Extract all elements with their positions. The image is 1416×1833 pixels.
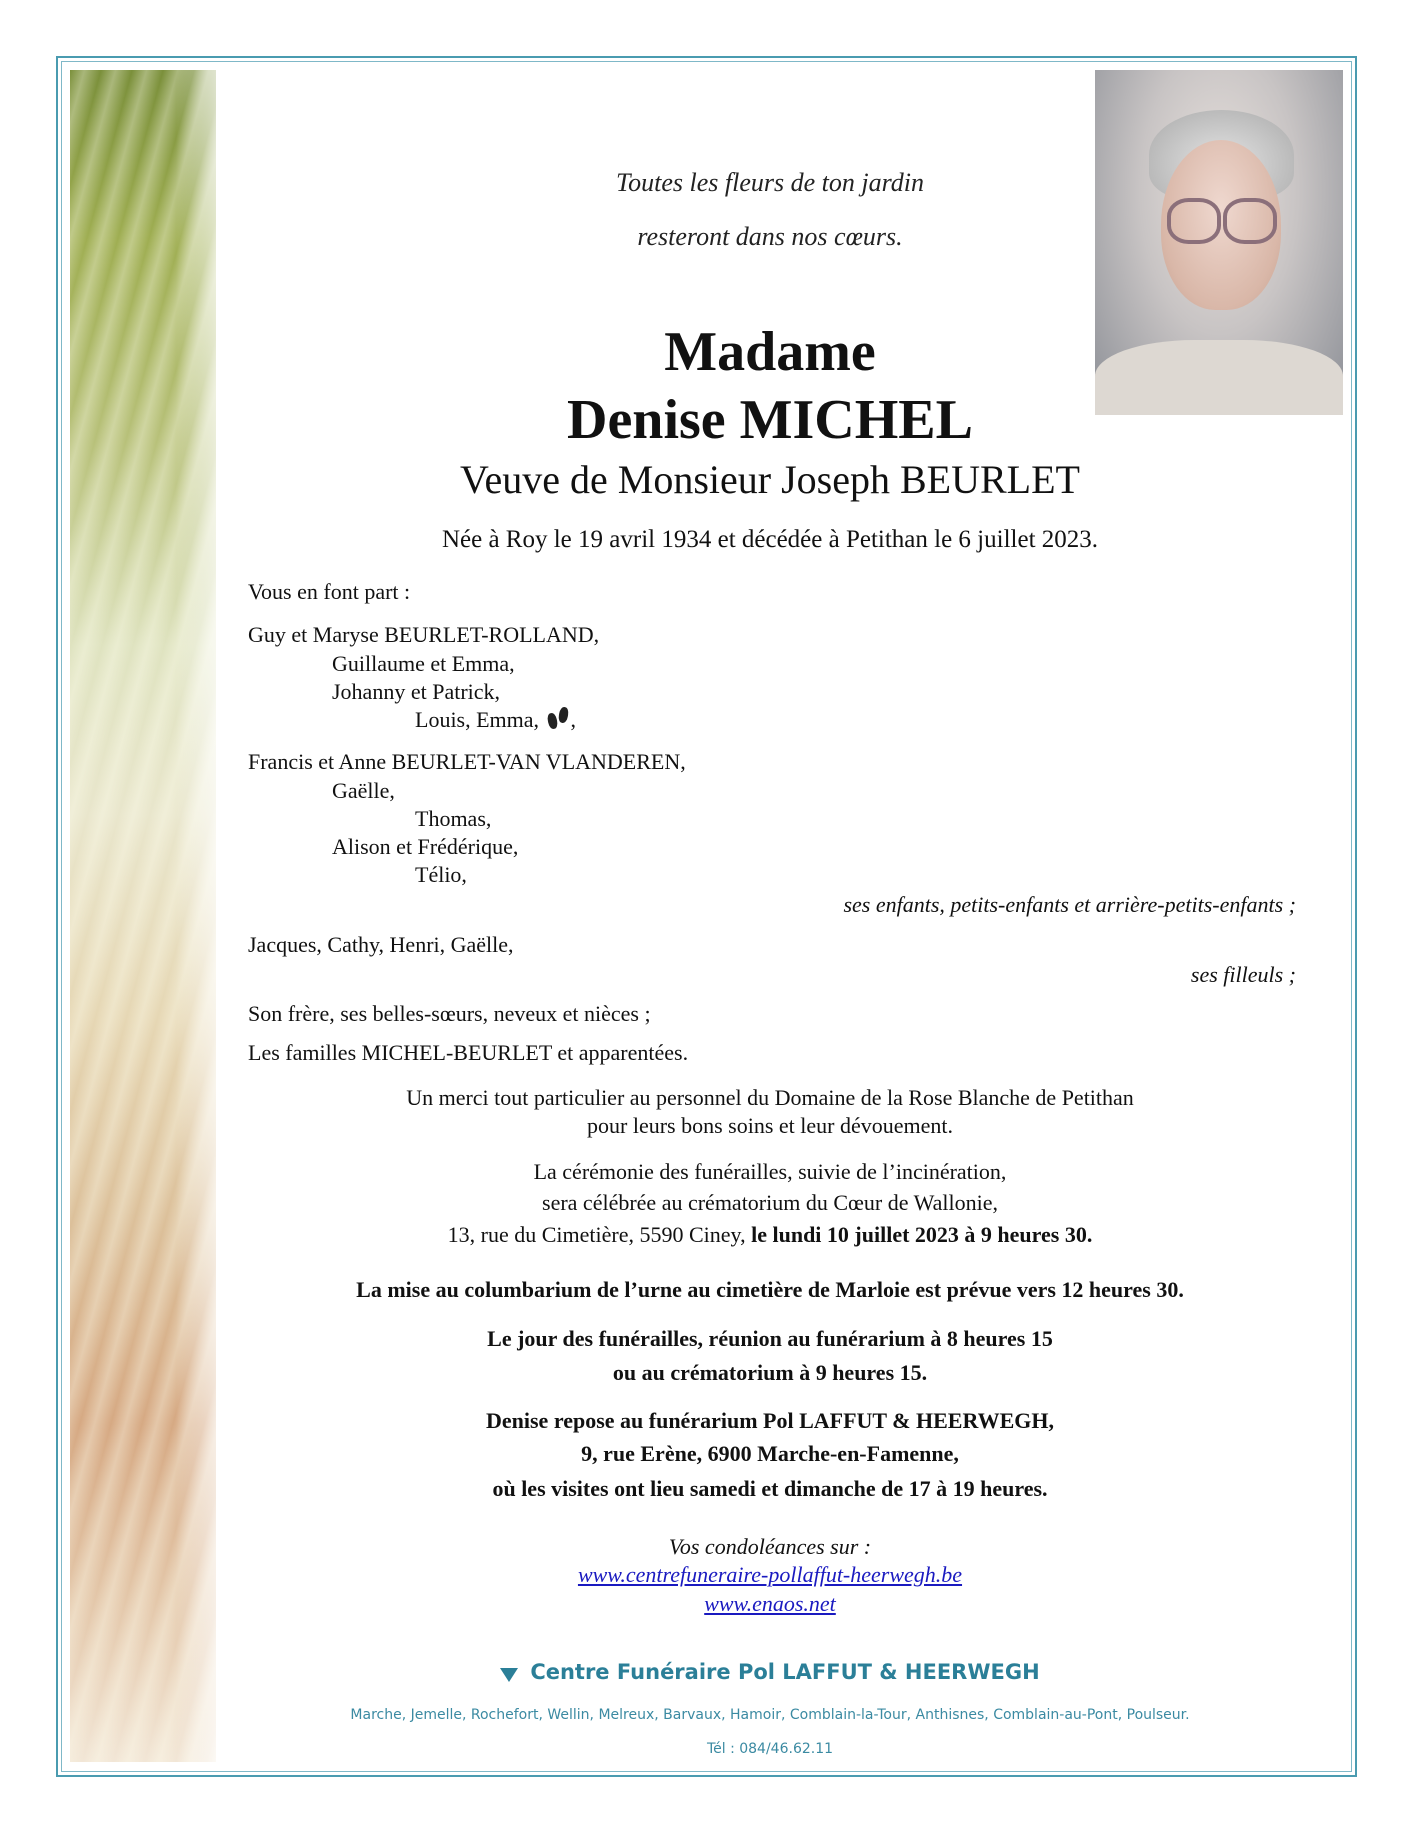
family-line: Thomas, <box>415 806 492 831</box>
birth-death-dates: Née à Roy le 19 avril 1934 et décédée à Petithan le 6 juillet 2023. <box>441 526 1099 553</box>
website-link-enaos[interactable]: www.enaos.net <box>704 1591 836 1616</box>
meeting-line-2: ou au crématorium à 9 heures 15. <box>612 1360 928 1385</box>
family-line: Guillaume et Emma, <box>332 651 515 676</box>
thanks-line-1: Un merci tout particulier au personnel du Domaine de la Rose Blanche de Petithan <box>406 1085 1134 1110</box>
footer-title: Centre Funéraire Pol LAFFUT & HEERWEGH <box>240 1660 1300 1684</box>
meeting-line-1: Le jour des funérailles, réunion au funérarium à 8 heures 15 <box>487 1326 1053 1351</box>
family-line: Alison et Frédérique, <box>332 834 519 859</box>
children-note: ses enfants, petits-enfants et arrière-petits-enfants ; <box>843 892 1296 917</box>
deceased-name: Denise MICHEL <box>567 389 973 451</box>
thanks-line-2: pour leurs bons soins et leur dévouement. <box>587 1113 953 1138</box>
baby-feet-icon <box>547 707 569 731</box>
family-line: Louis, Emma, , <box>415 707 577 732</box>
family-line: Johanny et Patrick, <box>332 679 501 704</box>
family-line: Gaëlle, <box>332 778 395 803</box>
footer-locations: Marche, Jemelle, Rochefort, Wellin, Melreux, Barvaux, Hamoir, Comblain-la-Tour, Anthisnes, Comblain-au-Pont, Poulseur. <box>350 1707 1190 1723</box>
siblings-line: Son frère, ses belles-sœurs, neveux et nièces ; <box>248 1001 651 1026</box>
footer-phone: Tél : 084/46.62.11 <box>706 1741 834 1757</box>
rest-line-3: où les visites ont lieu samedi et dimanche de 17 à 19 heures. <box>492 1476 1048 1501</box>
ceremony-line-2: sera célébrée au crématorium du Cœur de Wallonie, <box>542 1190 998 1215</box>
family-line: Francis et Anne BEURLET-VAN VLANDEREN, <box>248 749 686 774</box>
triangle-down-icon <box>500 1668 518 1682</box>
widow-line: Veuve de Monsieur Joseph BEURLET <box>460 457 1080 502</box>
website-link-funeral-center[interactable]: www.centrefuneraire-pollaffut-heerwegh.be <box>577 1562 963 1587</box>
families-line: Les familles MICHEL-BEURLET et apparentées. <box>248 1040 689 1065</box>
rest-line-2: 9, rue Erène, 6900 Marche-en-Famenne, <box>581 1441 959 1466</box>
ceremony-line-3: 13, rue du Cimetière, 5590 Ciney, le lundi 10 juillet 2023 à 9 heures 30. <box>447 1222 1093 1247</box>
family-line: Télio, <box>415 862 467 887</box>
condolences-label: Vos condoléances sur : <box>668 1534 872 1559</box>
godchildren-line: Jacques, Cathy, Henri, Gaëlle, <box>248 932 514 957</box>
rest-line-1: Denise repose au funérarium Pol LAFFUT & HEERWEGH, <box>486 1408 1054 1433</box>
ceremony-line-1: La cérémonie des funérailles, suivie de l’incinération, <box>533 1159 1007 1184</box>
poem-line-2: resteront dans nos cœurs. <box>637 222 903 251</box>
title-madame: Madame <box>664 321 876 383</box>
family-line: Guy et Maryse BEURLET-ROLLAND, <box>248 622 600 647</box>
godchildren-note: ses filleuls ; <box>1190 962 1296 987</box>
poem-line-1: Toutes les fleurs de ton jardin <box>616 168 924 197</box>
columbarium-line: La mise au columbarium de l’urne au cimetière de Marloie est prévue vers 12 heures 30. <box>356 1277 1184 1302</box>
side-image-forest-path <box>70 70 216 1762</box>
intro-text: Vous en font part : <box>248 579 411 604</box>
